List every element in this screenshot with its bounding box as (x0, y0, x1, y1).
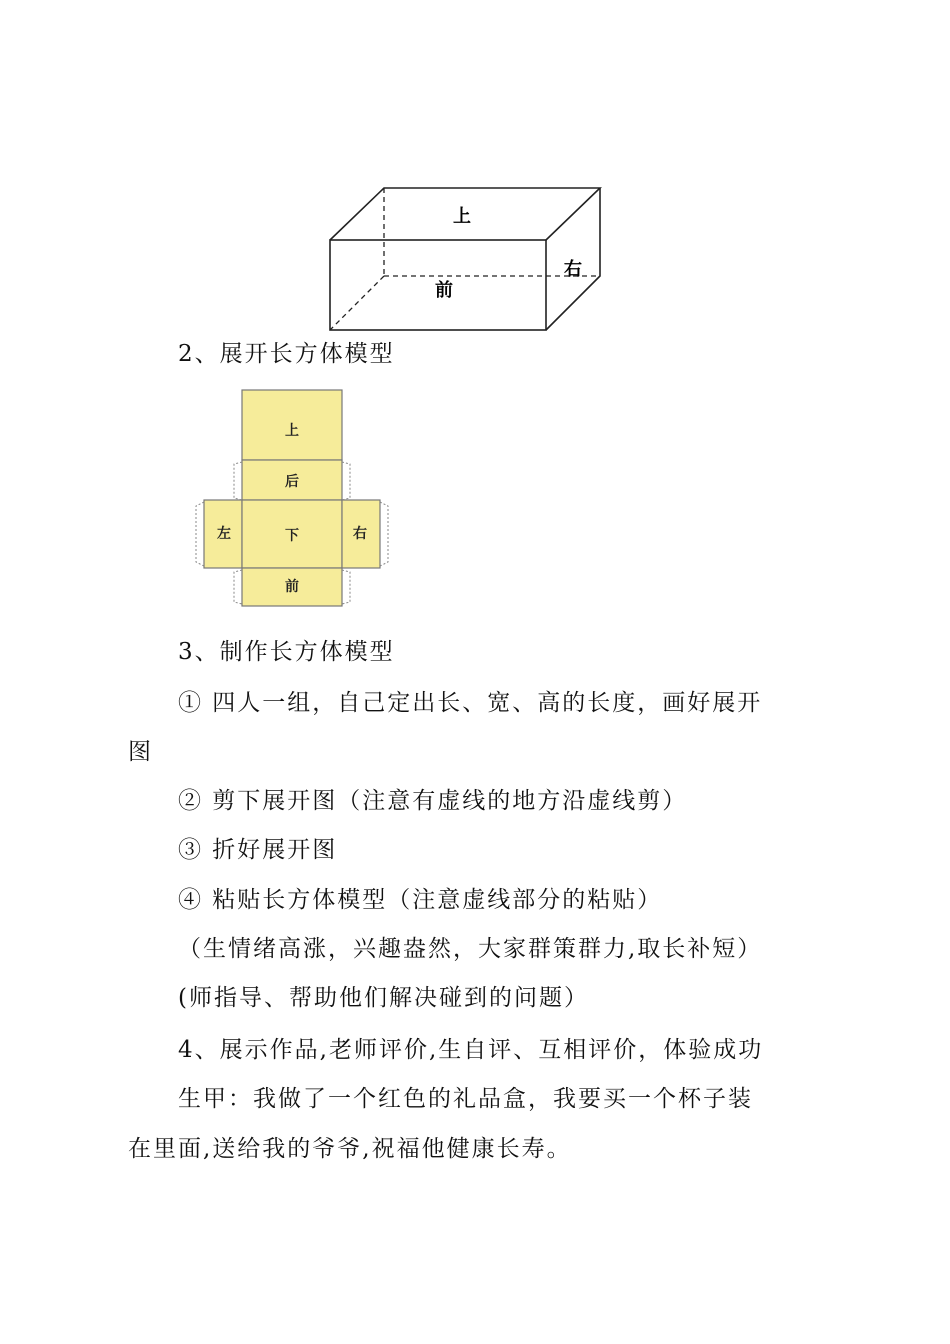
net-left-label: 左 (217, 526, 231, 542)
item-1-line-1: ① 四人一组，自己定出长、宽、高的长度，画好展开 (178, 690, 763, 716)
net-right-label: 右 (353, 526, 367, 542)
net-bottom-label: 下 (285, 528, 299, 544)
item-3: ③ 折好展开图 (178, 837, 338, 863)
cuboid-right-label: 右 (564, 259, 582, 280)
cuboid-net-diagram (184, 384, 396, 610)
item-2: ② 剪下展开图（注意有虚线的地方沿虚线剪） (178, 788, 688, 814)
item-4: ④ 粘贴长方体模型（注意虚线部分的粘贴） (178, 887, 663, 913)
step-4-heading: 4、展示作品,老师评价,生自评、互相评价，体验成功 (178, 1037, 764, 1063)
student-a-line-2: 在里面,送给我的爷爷,祝福他健康长寿。 (128, 1136, 572, 1162)
item-1-line-2: 图 (128, 739, 153, 765)
net-front-label: 前 (285, 579, 299, 595)
note-students: （生情绪高涨，兴趣盎然，大家群策群力,取长补短） (178, 936, 763, 962)
cuboid-front-label: 前 (435, 280, 453, 301)
step-3-heading: 3、制作长方体模型 (178, 639, 395, 665)
cuboid-diagram (326, 184, 606, 334)
note-teacher: (师指导、帮助他们解决碰到的问题） (178, 985, 589, 1011)
net-top-label: 上 (285, 423, 299, 439)
student-a-line-1: 生甲：我做了一个红色的礼品盒，我要买一个杯子装 (178, 1086, 753, 1112)
cuboid-top-label: 上 (453, 206, 471, 227)
step-2-heading: 2、展开长方体模型 (178, 341, 395, 367)
net-back-label: 后 (285, 474, 299, 490)
